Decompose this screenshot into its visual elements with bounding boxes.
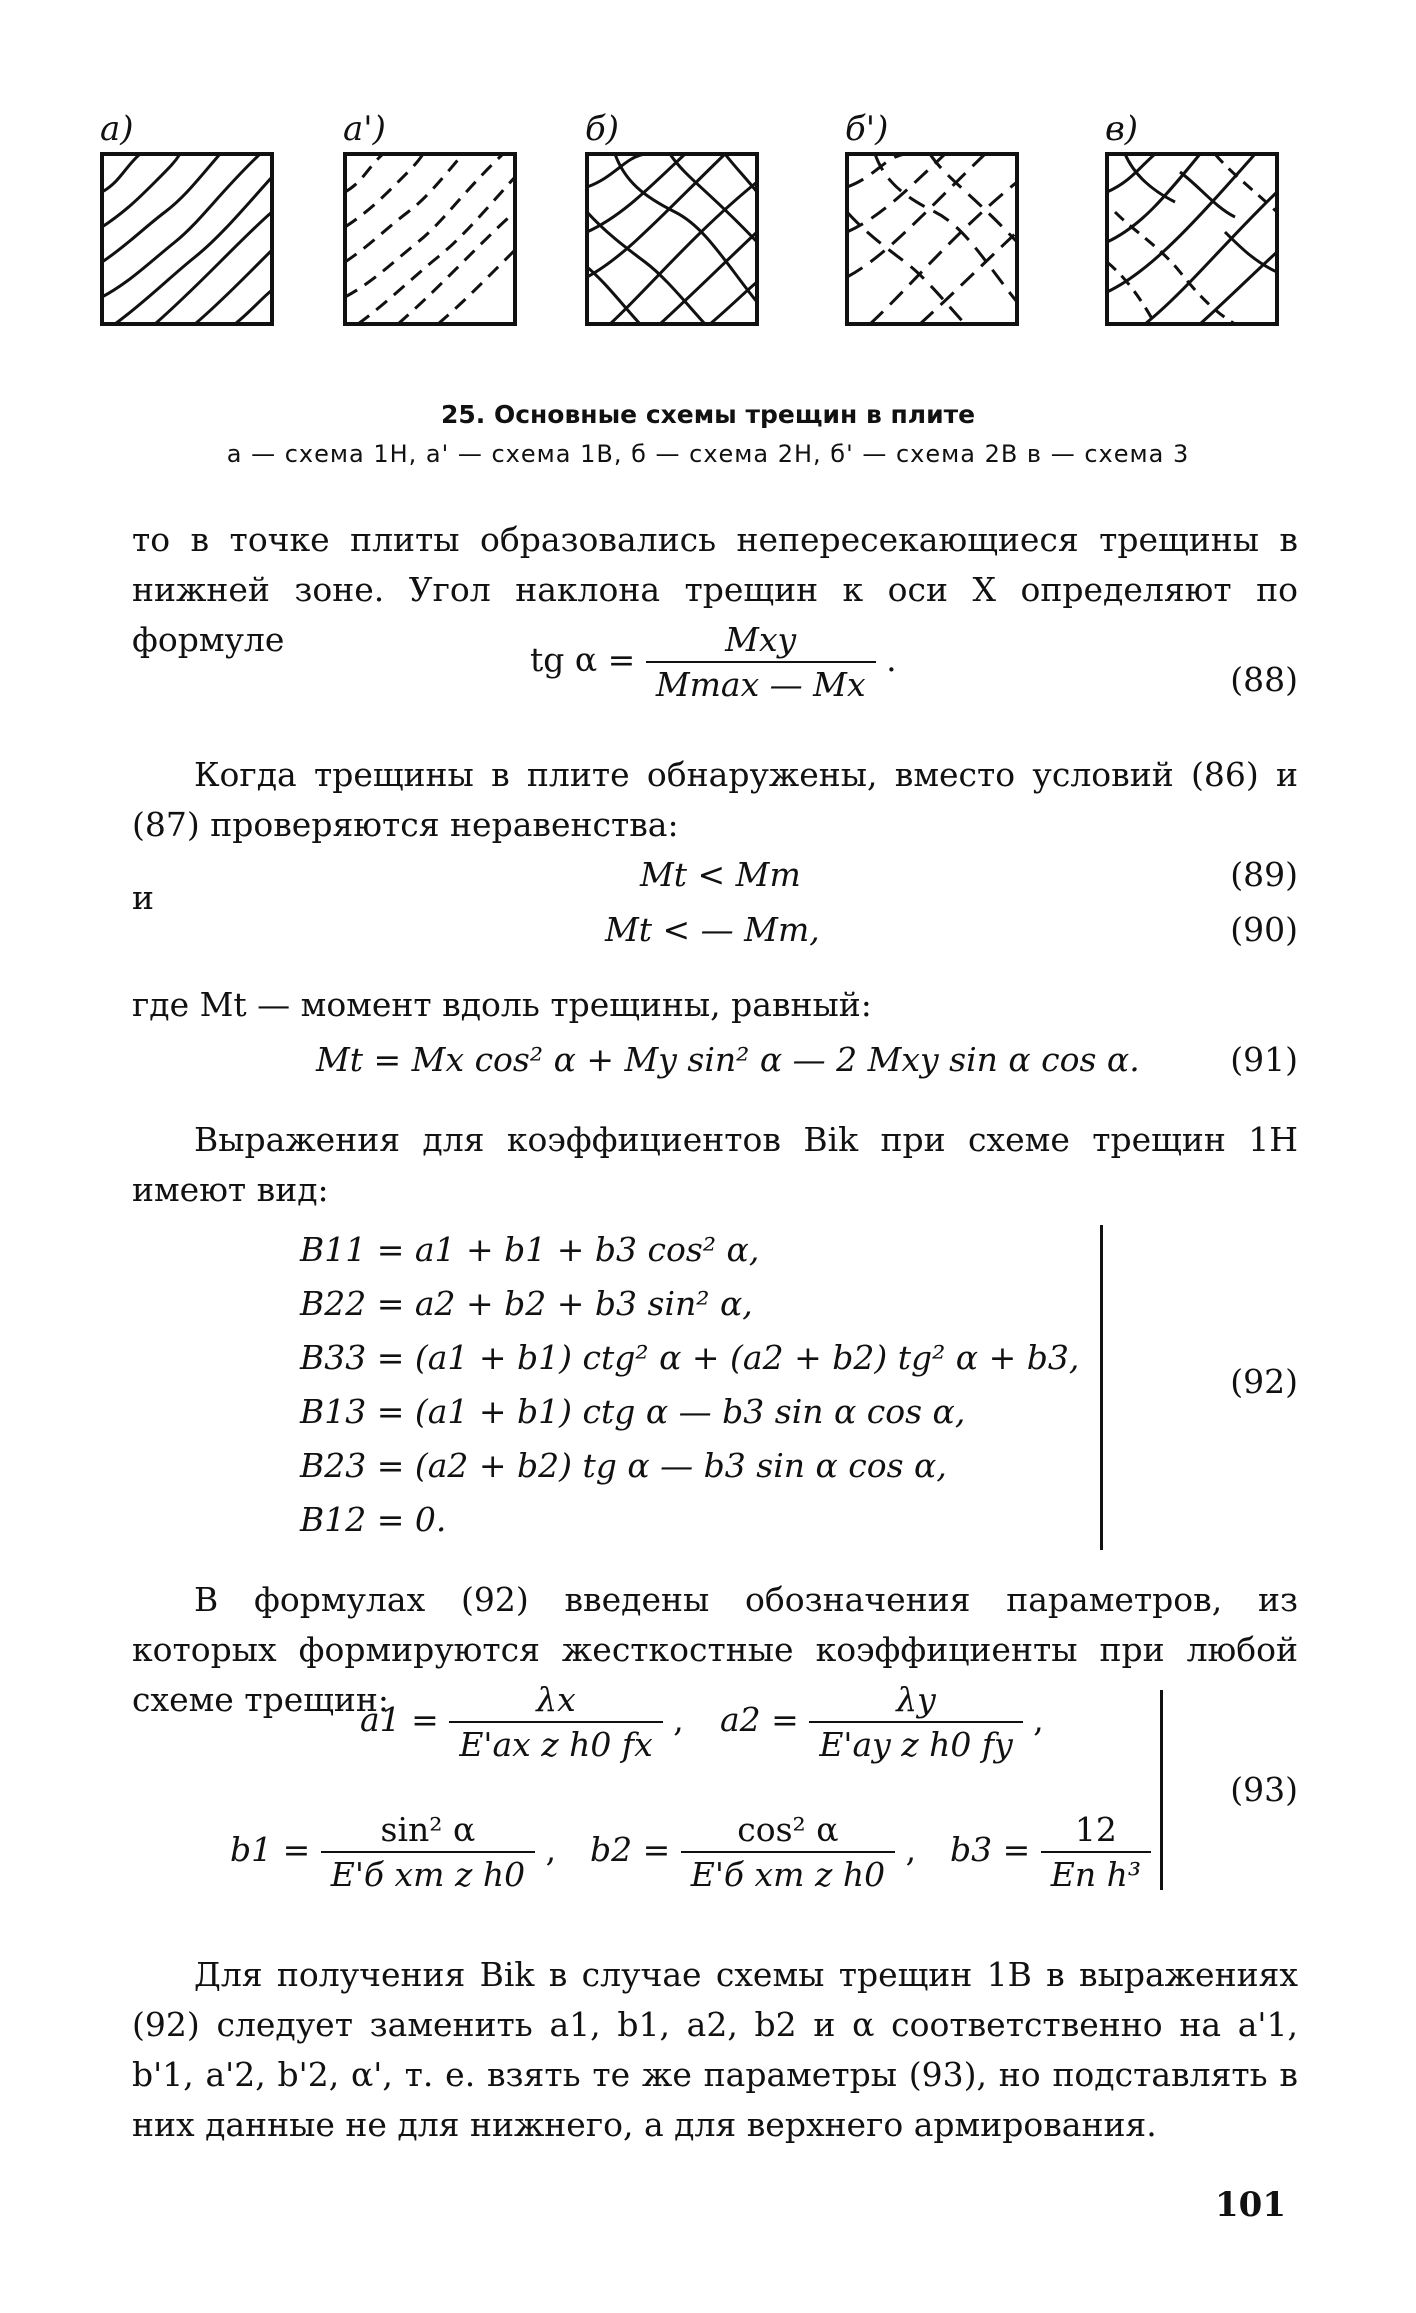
figure-caption-title: 25. Основные схемы трещин в плите — [440, 400, 976, 429]
paragraph-3: где Mt — момент вдоль трещины, равный: — [132, 985, 872, 1024]
eq93-a2-denominator: E'ay z h0 fy — [819, 1725, 1013, 1764]
mixed-cracks-icon — [1105, 152, 1279, 326]
equation-92-line-4: B13 = (a1 + b1) ctg α — b3 sin α cos α, — [300, 1392, 966, 1431]
panel-label: б) — [585, 109, 620, 149]
page-number: 101 — [1215, 2185, 1286, 2225]
eq93-b1-lhs: b1 = — [230, 1830, 311, 1869]
panel-label: а') — [343, 109, 386, 149]
equation-number-89: (89) — [1230, 855, 1298, 894]
equation-90: Mt < — Mт, — [605, 910, 820, 949]
eq93-b1-denominator: E'б xт z h0 — [330, 1855, 526, 1894]
eq93-b3-denominator: Eп h³ — [1050, 1855, 1142, 1894]
equation-92-line-5: B23 = (a2 + b2) tg α — b3 sin α cos α, — [300, 1446, 947, 1485]
eq88-denominator: Mmax — Mx — [655, 665, 866, 704]
eq88-numerator: Mxy — [646, 620, 876, 663]
eq93-a2-fraction — [809, 1680, 1022, 1764]
eq93-b2-denominator: E'б xт z h0 — [690, 1855, 886, 1894]
equation-92-line-1: B11 = a1 + b1 + b3 cos² α, — [300, 1230, 760, 1269]
eq93-b2-fraction — [681, 1810, 895, 1894]
eq93-b3-lhs: b3 = — [950, 1830, 1031, 1869]
eq93-b3-fraction — [1041, 1810, 1151, 1894]
equation-92-line-2: B22 = a2 + b2 + b3 sin² α, — [300, 1284, 753, 1323]
eq93-b2-numerator: cos² α — [681, 1810, 895, 1853]
equation-92-line-6: B12 = 0. — [300, 1500, 447, 1539]
parallel-wavy-cracks-icon — [100, 152, 274, 326]
equation-91: Mt = Mx cos² α + My sin² α — 2 Mxy sin α cos α. — [316, 1040, 1140, 1079]
figure-panel-c — [1105, 109, 1295, 320]
paragraph-1: то в точке плиты образовались непересекающиеся трещины в нижней зоне. Угол наклона трещин к оси X определяют по формуле — [132, 520, 1298, 659]
eq93-b1-fraction — [321, 1810, 535, 1894]
paragraph-5: В формулах (92) введены обозначения параметров, из которых формируются жесткостные коэффициенты при любой схеме трещин: — [132, 1580, 1298, 1719]
equation-93-brace — [1160, 1690, 1163, 1890]
panel-label: а) — [100, 109, 134, 149]
eq93-b3-numerator: 12 — [1041, 1810, 1151, 1853]
eq88-fraction — [646, 620, 876, 704]
equation-number-91: (91) — [1230, 1040, 1298, 1079]
crack-grid-icon — [585, 152, 759, 326]
eq88-lhs: tg α = — [530, 640, 636, 679]
equation-number-90: (90) — [1230, 910, 1298, 949]
equation-number-88: (88) — [1230, 660, 1298, 699]
paragraph-2: Когда трещины в плите обнаружены, вместо условий (86) и (87) проверяются неравенства: — [132, 755, 1298, 844]
eq93-b1-numerator: sin² α — [321, 1810, 535, 1853]
figure-panel-a — [100, 109, 290, 320]
equation-93-b1: b1 = $\frac{\text{sin² α}}{\text{E'б xт z h0}}$ , — [230, 1810, 557, 1894]
eq93-a1-lhs: a1 = — [360, 1700, 439, 1739]
paragraph-4: Выражения для коэффициентов Bik при схеме трещин 1Н имеют вид: — [132, 1120, 1298, 1209]
equation-number-93: (93) — [1230, 1770, 1298, 1809]
equation-92-brace — [1100, 1225, 1103, 1550]
equation-93-b2: b2 = $\frac{\text{cos² α}}{\text{E'б xт z h0}}$ , — [590, 1810, 917, 1894]
eq93-a1-denominator: E'ax z h0 fx — [459, 1725, 653, 1764]
panel-label: б') — [845, 109, 889, 149]
eq93-a2-lhs: a2 = — [720, 1700, 799, 1739]
panel-label: в) — [1105, 109, 1139, 149]
eq93-a2-numerator: λy — [809, 1680, 1022, 1723]
figure-panel-a-prime — [343, 109, 533, 320]
conjunction-and: и — [132, 878, 154, 917]
eq93-a1-fraction — [449, 1680, 662, 1764]
equation-93-a1: a1 = $\frac{\lambda x}{\text{E'ax z h0 fx}}$ , — [360, 1680, 684, 1764]
equation-92-line-3: B33 = (a1 + b1) ctg² α + (a2 + b2) tg² α + b3, — [300, 1338, 1080, 1377]
eq93-b2-lhs: b2 = — [590, 1830, 671, 1869]
figure-panel-b-prime — [845, 109, 1035, 320]
paragraph-6: Для получения Bik в случае схемы трещин 1В в выражениях (92) следует заменить a1, b1, a2, b2 и α соответственно на a'1, b'1, a'2, b'2, α', т. е. взять те же параметры (93), но подставлять в них данные не для нижнего, а для верхнего армирования. — [132, 1955, 1298, 2144]
equation-93-b3 — [950, 1810, 1151, 1894]
equation-89: Mt < Mт — [640, 855, 801, 894]
figure-panel-b — [585, 109, 775, 320]
equation-88 — [530, 620, 897, 704]
equation-number-92: (92) — [1230, 1362, 1298, 1401]
equation-93-a2: a2 = $\frac{\lambda y}{\text{E'ay z h0 fy}}$ , — [720, 1680, 1044, 1764]
eq93-a1-numerator: λx — [449, 1680, 662, 1723]
figure-caption-legend: а — схема 1Н, а' — схема 1В, б — схема 2Н, б' — схема 2В в — схема 3 — [226, 440, 1190, 468]
eq88-tail: . — [886, 640, 897, 679]
dashed-crack-grid-icon — [845, 152, 1019, 326]
dashed-wavy-cracks-icon — [343, 152, 517, 326]
